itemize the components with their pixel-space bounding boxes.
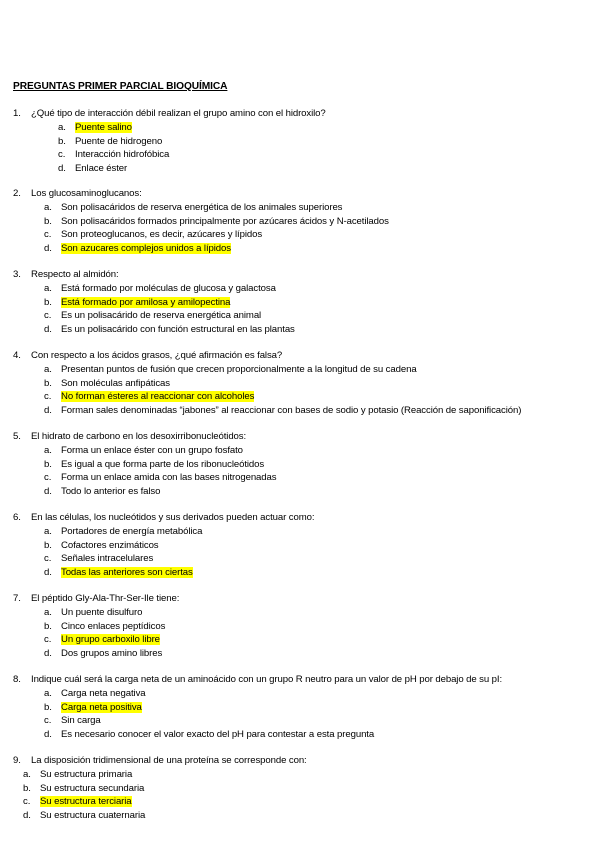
option-text: Su estructura secundaria xyxy=(40,782,145,794)
question-text xyxy=(13,511,314,525)
answer-option xyxy=(44,228,389,242)
question-8 xyxy=(13,673,502,741)
option-text: Forman sales denominadas “jabones” al reaccionar con bases de sodio y potasio (Reacción de saponificación) xyxy=(61,404,522,416)
question-text xyxy=(13,268,295,282)
question-stem: El hidrato de carbono en los desoxirribonucleótidos: xyxy=(31,431,247,442)
question-3 xyxy=(13,268,295,336)
question-stem: En las células, los nucleótidos y sus derivados pueden actuar como: xyxy=(31,512,315,523)
option-list xyxy=(44,444,276,498)
question-text xyxy=(13,673,502,687)
question-stem: Respecto al almidón: xyxy=(31,269,119,280)
option-letter: b. xyxy=(44,296,52,308)
answer-option xyxy=(23,782,307,796)
question-7 xyxy=(13,592,179,660)
option-text: Es un polisacárido con función estructural en las plantas xyxy=(61,323,295,335)
option-letter: d. xyxy=(23,809,31,821)
option-list xyxy=(44,201,389,255)
option-text: Está formado por moléculas de glucosa y galactosa xyxy=(61,283,276,294)
option-text: Puente de hidrogeno xyxy=(75,135,163,147)
option-letter: a. xyxy=(23,769,31,780)
question-text xyxy=(13,430,276,444)
option-letter: b. xyxy=(23,782,31,794)
option-letter: a. xyxy=(44,526,52,537)
question-2 xyxy=(13,187,389,255)
option-letter: d. xyxy=(44,404,52,416)
answer-option xyxy=(44,282,295,296)
question-number: 9. xyxy=(13,755,21,766)
option-text: Todo lo anterior es falso xyxy=(61,485,161,497)
option-text: Señales intracelulares xyxy=(61,553,154,564)
question-text xyxy=(13,592,179,606)
answer-option xyxy=(44,485,276,499)
option-letter: d. xyxy=(44,242,52,254)
option-text: Dos grupos amino libres xyxy=(61,647,163,659)
option-list xyxy=(44,525,314,579)
answer-option xyxy=(44,390,521,404)
option-letter: d. xyxy=(58,162,66,174)
option-text: Forma un enlace amida con las bases nitrogenadas xyxy=(61,472,277,483)
option-letter: d. xyxy=(44,728,52,740)
question-number: 2. xyxy=(13,188,21,199)
option-letter: b. xyxy=(44,620,52,632)
answer-option xyxy=(44,201,389,215)
answer-option xyxy=(44,377,521,391)
option-letter: c. xyxy=(44,634,52,645)
answer-option xyxy=(44,215,389,229)
option-letter: b. xyxy=(44,377,52,389)
option-letter: b. xyxy=(44,458,52,470)
option-text-highlighted: Puente salino xyxy=(75,122,132,133)
option-letter: d. xyxy=(44,323,52,335)
option-text: Portadores de energía metabólica xyxy=(61,526,203,537)
answer-option xyxy=(44,714,502,728)
option-list xyxy=(44,282,295,336)
option-letter: c. xyxy=(44,229,52,240)
answer-option xyxy=(44,363,521,377)
option-text: Carga neta negativa xyxy=(61,688,146,699)
option-text: Cinco enlaces peptídicos xyxy=(61,620,166,632)
answer-option xyxy=(44,620,179,634)
question-stem: La disposición tridimensional de una proteína se corresponde con: xyxy=(31,755,307,766)
option-text: Su estructura cuaternaria xyxy=(40,809,146,821)
answer-option xyxy=(44,444,276,458)
option-list xyxy=(44,363,521,417)
option-letter: d. xyxy=(44,647,52,659)
option-text: Interacción hidrofóbica xyxy=(75,149,170,160)
option-text-highlighted: Está formado por amilosa y amilopectina xyxy=(61,296,231,308)
option-letter: a. xyxy=(44,202,52,213)
page-title: PREGUNTAS PRIMER PARCIAL BIOQUÍMICA xyxy=(13,81,228,92)
option-letter: b. xyxy=(44,539,52,551)
option-letter: d. xyxy=(44,485,52,497)
option-text: Son moléculas anfipáticas xyxy=(61,377,170,389)
option-text-highlighted: Son azucares complejos unidos a lípidos xyxy=(61,242,231,254)
option-text: Un puente disulfuro xyxy=(61,607,143,618)
option-text: Es necesario conocer el valor exacto del pH para contestar a esta pregunta xyxy=(61,728,375,740)
option-text: Su estructura primaria xyxy=(40,769,133,780)
option-text-highlighted: Su estructura terciaria xyxy=(40,796,132,807)
question-text xyxy=(13,107,326,121)
option-letter: c. xyxy=(44,715,52,726)
option-text: Es igual a que forma parte de los ribonucleótidos xyxy=(61,458,265,470)
question-1 xyxy=(13,107,326,175)
answer-option xyxy=(44,647,179,661)
option-letter: a. xyxy=(44,445,52,456)
answer-option xyxy=(44,539,314,553)
option-letter: c. xyxy=(44,553,52,564)
option-text: Enlace éster xyxy=(75,162,128,174)
option-text: Son proteoglucanos, es decir, azúcares y lípidos xyxy=(61,229,263,240)
question-text xyxy=(13,754,307,768)
question-stem: El péptido Gly-Ala-Thr-Ser-Ile tiene: xyxy=(31,593,180,604)
question-text xyxy=(13,349,521,363)
option-letter: c. xyxy=(44,310,52,321)
option-letter: b. xyxy=(44,215,52,227)
option-list xyxy=(44,687,502,741)
answer-option xyxy=(44,242,389,256)
option-list xyxy=(23,768,307,822)
answer-option xyxy=(23,768,307,782)
answer-option xyxy=(44,323,295,337)
option-letter: c. xyxy=(44,391,52,402)
answer-option xyxy=(44,309,295,323)
question-5 xyxy=(13,430,276,498)
answer-option xyxy=(44,404,521,418)
option-text: Sin carga xyxy=(61,715,101,726)
answer-option xyxy=(44,296,295,310)
option-text-highlighted: Un grupo carboxilo libre xyxy=(61,634,160,645)
question-number: 6. xyxy=(13,512,21,523)
option-letter: d. xyxy=(44,566,52,578)
answer-option xyxy=(23,809,307,823)
answer-option xyxy=(44,728,502,742)
answer-option xyxy=(44,687,502,701)
option-letter: a. xyxy=(58,122,66,133)
option-text: Cofactores enzimáticos xyxy=(61,539,159,551)
answer-option xyxy=(58,148,326,162)
option-letter: a. xyxy=(44,688,52,699)
answer-option xyxy=(58,135,326,149)
option-letter: a. xyxy=(44,364,52,375)
answer-option xyxy=(44,525,314,539)
option-text-highlighted: Carga neta positiva xyxy=(61,701,142,713)
option-text: Son polisacáridos de reserva energética de los animales superiores xyxy=(61,202,343,213)
answer-option xyxy=(58,121,326,135)
option-letter: b. xyxy=(58,135,66,147)
answer-option xyxy=(23,795,307,809)
question-stem: ¿Qué tipo de interacción débil realizan el grupo amino con el hidroxilo? xyxy=(31,108,326,119)
question-number: 8. xyxy=(13,674,21,685)
answer-option xyxy=(44,458,276,472)
question-stem: Indique cuál será la carga neta de un aminoácido con un grupo R neutro para un valor de pH por debajo de su pI: xyxy=(31,674,503,685)
option-list xyxy=(44,606,179,660)
option-letter: b. xyxy=(44,701,52,713)
answer-option xyxy=(44,552,314,566)
option-letter: c. xyxy=(44,472,52,483)
option-text-highlighted: Todas las anteriores son ciertas xyxy=(61,566,193,578)
option-letter: c. xyxy=(58,149,66,160)
option-text: Es un polisacárido de reserva energética animal xyxy=(61,310,262,321)
answer-option xyxy=(44,633,179,647)
question-number: 7. xyxy=(13,593,21,604)
option-letter: a. xyxy=(44,283,52,294)
question-number: 1. xyxy=(13,108,21,119)
answer-option xyxy=(58,162,326,176)
answer-option xyxy=(44,606,179,620)
answer-option xyxy=(44,701,502,715)
question-stem: Con respecto a los ácidos grasos, ¿qué afirmación es falsa? xyxy=(31,350,283,361)
question-number: 3. xyxy=(13,269,21,280)
option-letter: c. xyxy=(23,796,31,807)
question-6 xyxy=(13,511,314,579)
option-text: Forma un enlace éster con un grupo fosfato xyxy=(61,445,243,456)
question-text xyxy=(13,187,389,201)
option-letter: a. xyxy=(44,607,52,618)
answer-option xyxy=(44,566,314,580)
question-4 xyxy=(13,349,521,417)
answer-option xyxy=(44,471,276,485)
question-stem: Los glucosaminoglucanos: xyxy=(31,188,142,199)
question-9 xyxy=(13,754,307,822)
option-text: Presentan puntos de fusión que crecen proporcionalmente a la longitud de su cadena xyxy=(61,364,417,375)
option-list xyxy=(58,121,326,175)
option-text-highlighted: No forman ésteres al reaccionar con alcoholes xyxy=(61,391,255,402)
question-number: 4. xyxy=(13,350,21,361)
question-number: 5. xyxy=(13,431,21,442)
option-text: Son polisacáridos formados principalmente por azúcares ácidos y N-acetilados xyxy=(61,215,389,227)
